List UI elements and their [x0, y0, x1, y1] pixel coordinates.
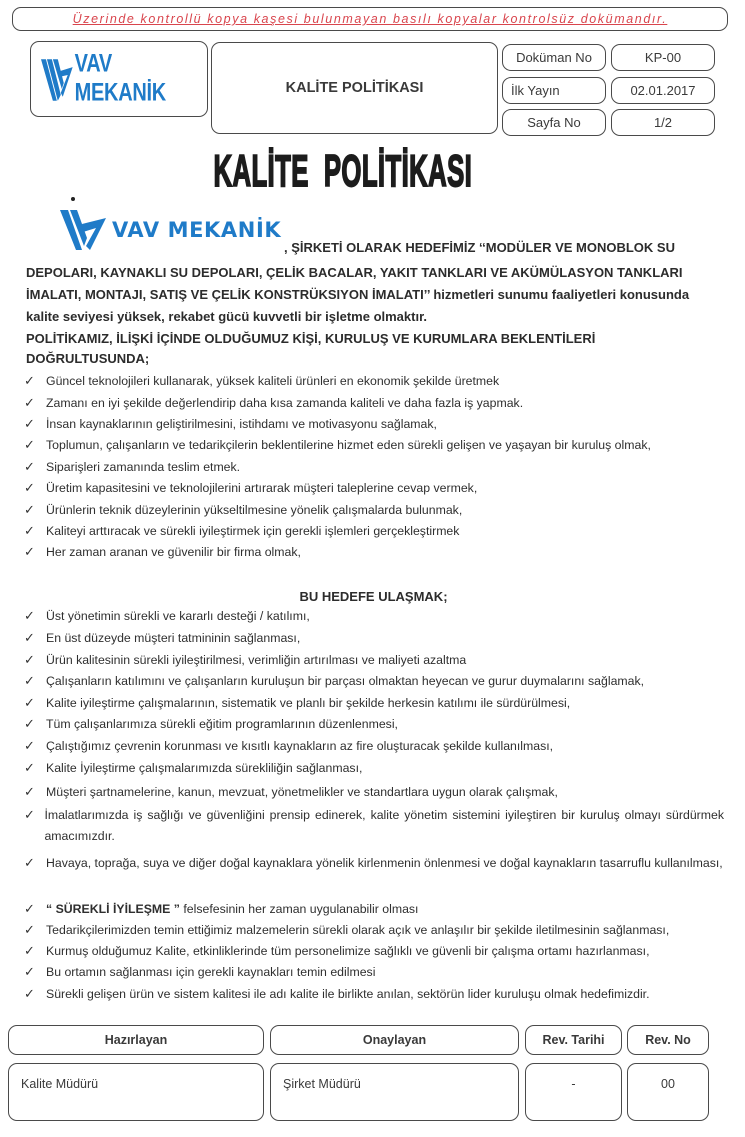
- meta-value-text: 1/2: [653, 115, 673, 130]
- list-item: [24, 652, 466, 668]
- footer-value-text: 00: [661, 1077, 675, 1091]
- list-item: [24, 608, 310, 624]
- checkmark-icon: ✓: [24, 738, 35, 753]
- list-item-text: İmalatlarımızda iş sağlığı ve güvenliğini prensip edinerek, kalite yönetim sistemini iyileştiren bir kuruluş olmayı sürdürmek amacımızdır.: [44, 808, 724, 843]
- goal-heading: [0, 589, 745, 604]
- checkmark-icon: ✓: [24, 437, 35, 452]
- company-name: VAV MEKANİK: [74, 50, 166, 107]
- footer-value-prepared-by: [8, 1063, 264, 1121]
- list-item: [24, 416, 437, 432]
- ink-dot: [71, 197, 75, 201]
- checkmark-icon: ✓: [24, 652, 35, 667]
- meta-label-page-no: [502, 109, 606, 136]
- list-item: [24, 901, 418, 917]
- meta-label-text: İlk Yayın: [511, 83, 560, 98]
- checkmark-icon: ✓: [24, 943, 35, 958]
- intro-line-5: POLİTİKAMIZ, İLİŞKİ İÇİNDE OLDUĞUMUZ KİŞİ, KURULUŞ VE KURUMLARA BEKLENTİLERİ: [26, 331, 596, 346]
- list-item-text: Sürekli gelişen ürün ve sistem kalitesi ile adı kalite ile birlikte anılan, sektörün lider kuruluşu olmak hedefimizdir.: [46, 987, 650, 1001]
- intro-line-4: kalite seviyesi yüksek, rekabet gücü kuvvetli bir işletme olmaktır.: [26, 309, 428, 324]
- list-item: [24, 760, 362, 776]
- footer-header-text: Onaylayan: [362, 1033, 427, 1047]
- list-item: [24, 738, 553, 754]
- checkmark-icon: ✓: [24, 695, 35, 710]
- list-item-text: Üretim kapasitesini ve teknolojilerini artırarak müşteri taleplerine cevap vermek,: [46, 481, 478, 495]
- list-item-text: Kaliteyi arttıracak ve sürekli iyileştirmek için gerekli işlemleri gerçekleştirmek: [46, 524, 460, 538]
- list-item: [24, 673, 644, 689]
- checkmark-icon: ✓: [24, 373, 35, 388]
- checkmark-icon: ✓: [24, 608, 35, 623]
- footer-header-approved-by: [270, 1025, 519, 1055]
- checkmark-icon: ✓: [24, 716, 35, 731]
- checkmark-icon: ✓: [24, 760, 35, 775]
- footer-header-text: Hazırlayan: [104, 1033, 168, 1047]
- list-item-rest: felsefesinin her zaman uygulanabilir olması: [179, 902, 419, 916]
- list-item: [24, 784, 558, 800]
- list-item-text: [46, 902, 418, 916]
- warning-text: Üzerinde kontrollü kopya kaşesi bulunmayan basılı kopyalar kontrolsüz dokümandır.: [72, 12, 668, 26]
- list-item-text: Üst yönetimin sürekli ve kararlı desteği / katılımı,: [46, 609, 310, 623]
- list-item: [24, 716, 398, 732]
- list-item-text: Kalite iyileştirme çalışmalarının, sistematik ve planlı bir şekilde herkesin katılımı ile sürdürülmesi,: [46, 696, 571, 710]
- checkmark-icon: ✓: [24, 673, 35, 688]
- list-item: [24, 804, 724, 847]
- list-item-text: Tedarikçilerimizden temin ettiğimiz malzemelerin sürekli olarak açık ve anlaşılır bir şekilde iletilmesinin sağlanması,: [46, 923, 670, 937]
- list-item-text: Kurmuş olduğumuz Kalite, etkinliklerinde tüm personelimize sağlıklı ve güvenli bir çalışma ortamı hazırlanması,: [46, 944, 650, 958]
- list-item-text: Havaya, toprağa, suya ve diğer doğal kaynaklara yönelik kirlenmenin önlenmesi ve doğal kaynakların tasarruflu kullanılması,: [46, 856, 723, 870]
- policy-banner-text: KALİTE POLİTİKASI: [213, 145, 473, 196]
- footer-value-rev-no: [627, 1063, 709, 1121]
- checkmark-icon: ✓: [24, 855, 35, 870]
- intro-line-1: , ŞİRKETİ OLARAK HEDEFİMİZ ‘‘MODÜLER VE MONOBLOK SU: [284, 240, 675, 255]
- list-item-text: Bu ortamın sağlanması için gerekli kaynakları temin edilmesi: [46, 965, 376, 979]
- checkmark-icon: ✓: [24, 395, 35, 410]
- intro-line-3: İMALATI, MONTAJI, SATIŞ VE ÇELİK KONSTRÜKSIYON İMALATI’’ hizmetleri sunumu faaliyetleri konusunda: [26, 287, 690, 302]
- checkmark-icon: ✓: [24, 901, 35, 916]
- checkmark-icon: ✓: [24, 502, 35, 517]
- list-item: [24, 480, 477, 496]
- list-item: [24, 630, 300, 646]
- list-item: [24, 437, 651, 453]
- footer-value-text: Şirket Müdürü: [283, 1077, 361, 1091]
- vav-logo-mark-icon: [41, 53, 73, 105]
- list-item-text: Zamanı en iyi şekilde değerlendirip daha kısa zamanda kaliteli ve daha fazla iş yapmak.: [46, 396, 524, 410]
- list-item: [24, 459, 240, 475]
- list-item: [24, 986, 650, 1002]
- footer-value-rev-date: [525, 1063, 622, 1121]
- list-item-text: İnsan kaynaklarının geliştirilmesini, istihdamı ve motivasyonu sağlamak,: [46, 417, 437, 431]
- footer-header-text: Rev. No: [645, 1033, 691, 1047]
- meta-value-text: 02.01.2017: [630, 83, 696, 98]
- footer-value-text: -: [571, 1077, 576, 1091]
- company-name: VAV MEKANİK: [112, 218, 282, 242]
- meta-value-page-no: [611, 109, 715, 136]
- checkmark-icon: ✓: [24, 480, 35, 495]
- checkmark-icon: ✓: [24, 986, 35, 1001]
- company-logo: [41, 50, 207, 107]
- checkmark-icon: ✓: [24, 416, 35, 431]
- list-item: [24, 964, 375, 980]
- list-item-text: Kalite İyileştirme çalışmalarımızda sürekliliğin sağlanması,: [46, 761, 363, 775]
- list-item: [24, 943, 649, 959]
- list-item-text: En üst düzeyde müşteri tatmininin sağlanması,: [46, 631, 301, 645]
- checkmark-icon: ✓: [24, 630, 35, 645]
- uncontrolled-copy-warning: [12, 7, 728, 31]
- checkmark-icon: ✓: [24, 544, 35, 559]
- list-item: [24, 695, 570, 711]
- list-item-text: Ürün kalitesinin sürekli iyileştirilmesi, verimliğin artırılması ve maliyeti azaltma: [46, 653, 467, 667]
- meta-value-text: KP-00: [644, 50, 682, 65]
- list-item: [24, 502, 462, 518]
- emphasis-text: “ SÜREKLİ İYİLEŞME ”: [46, 902, 180, 916]
- list-item: [24, 523, 459, 539]
- checkmark-icon: ✓: [24, 807, 35, 822]
- list-item: [24, 373, 499, 389]
- list-item: [24, 544, 301, 560]
- list-item-text: Toplumun, çalışanların ve tedarikçilerin beklentilerine hizmet eden sürekli gelişen ve yaşayan bir kuruluş olmak,: [46, 438, 651, 452]
- list-item-text: Her zaman aranan ve güvenilir bir firma olmak,: [46, 545, 301, 559]
- list-item-text: Güncel teknolojileri kullanarak, yüksek kaliteli ürünleri en ekonomik şekilde üretmek: [46, 374, 500, 388]
- footer-header-rev-date: [525, 1025, 622, 1055]
- vav-logo-mark-icon: [60, 208, 106, 252]
- checkmark-icon: ✓: [24, 459, 35, 474]
- footer-value-approved-by: [270, 1063, 519, 1121]
- document-title-box: [211, 42, 498, 134]
- intro-line-6: DOĞRULTUSUNDA;: [26, 351, 150, 366]
- list-item-text: Çalışanların katılımını ve çalışanların kuruluşun bir parçası olmaktan heyecan ve gurur duymalarını sağlamak,: [46, 674, 645, 688]
- footer-header-rev-no: [627, 1025, 709, 1055]
- intro-company-logo: [60, 208, 281, 252]
- meta-value-first-publish: [611, 77, 715, 104]
- list-item-text: Tüm çalışanlarımıza sürekli eğitim programlarının düzenlenmesi,: [46, 717, 398, 731]
- list-item: [24, 852, 724, 874]
- footer-header-prepared-by: [8, 1025, 264, 1055]
- meta-label-document-no: [502, 44, 606, 71]
- meta-value-document-no: [611, 44, 715, 71]
- checkmark-icon: ✓: [24, 784, 35, 799]
- policy-banner-title: [208, 145, 478, 197]
- list-item-text: Müşteri şartnamelerine, kanun, mevzuat, yönetmelikler ve standartlara uygun olarak çalışmak,: [46, 785, 558, 799]
- meta-label-text: Doküman No: [516, 50, 592, 65]
- checkmark-icon: ✓: [24, 922, 35, 937]
- footer-header-text: Rev. Tarihi: [542, 1033, 605, 1047]
- checkmark-icon: ✓: [24, 523, 35, 538]
- checkmark-icon: ✓: [24, 964, 35, 979]
- goal-heading-text: BU HEDEFE ULAŞMAK;: [299, 589, 448, 604]
- list-item: [24, 395, 523, 411]
- intro-line-2: DEPOLARI, KAYNAKLI SU DEPOLARI, ÇELİK BACALAR, YAKIT TANKLARI VE AKÜMÜLASYON TANKLARI: [26, 265, 683, 280]
- list-item: [24, 922, 669, 938]
- meta-label-first-publish: [502, 77, 606, 104]
- list-item-text: Siparişleri zamanında teslim etmek.: [46, 460, 241, 474]
- footer-value-text: Kalite Müdürü: [21, 1077, 99, 1091]
- list-item-text: Ürünlerin teknik düzeylerinin yükseltilmesine yönelik çalışmalarda bulunmak,: [46, 503, 463, 517]
- header-logo-box: [30, 41, 208, 117]
- list-item-text: Çalıştığımız çevrenin korunması ve kısıtlı kaynakların az fire oluşturacak şekilde kullanılması,: [46, 739, 554, 753]
- document-title: KALİTE POLİTİKASI: [285, 80, 424, 96]
- meta-label-text: Sayfa No: [527, 115, 581, 130]
